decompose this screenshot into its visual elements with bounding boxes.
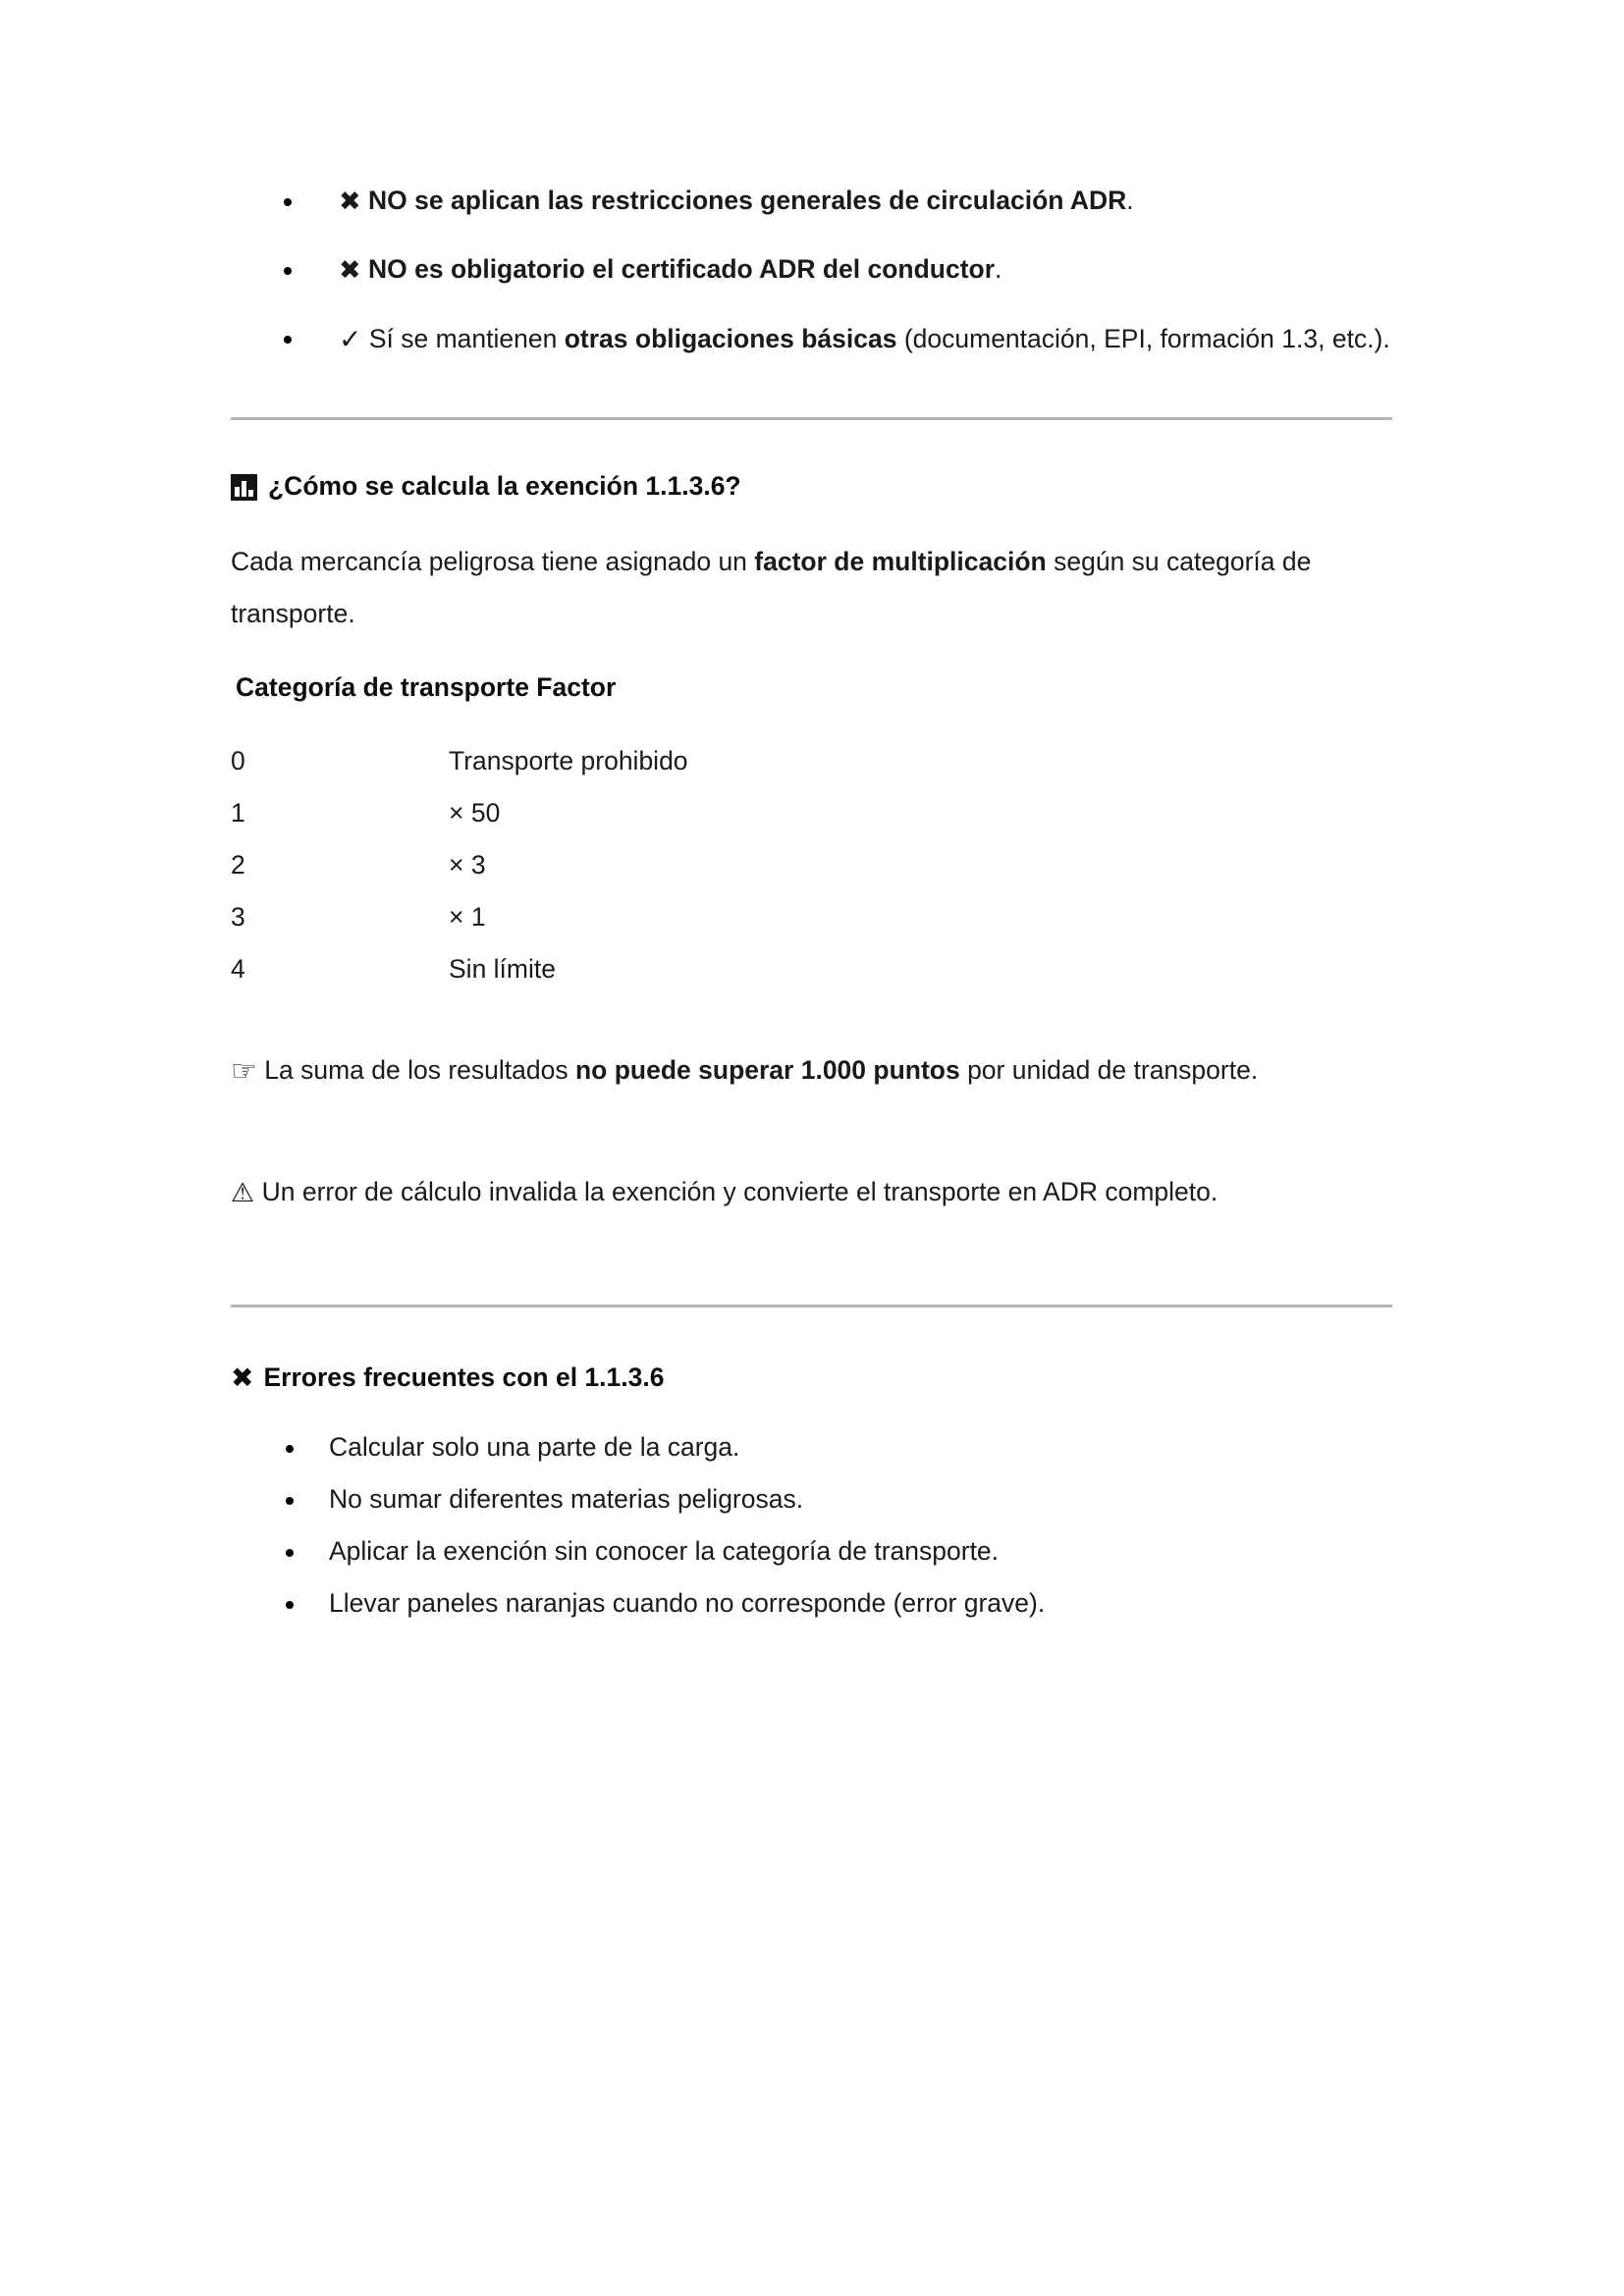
top-bullet-list (231, 175, 1394, 365)
list-item-tail-text: (documentación, EPI, formación 1.3, etc.). (896, 324, 1390, 353)
spacer (231, 1308, 1394, 1355)
cross-mark-icon: ✖ (339, 255, 361, 286)
table-row (231, 839, 1394, 891)
list-item-bold-text: otras obligaciones básicas (564, 324, 897, 353)
spacer (231, 295, 1394, 312)
spacer (231, 227, 1394, 243)
list-item-tail-text: . (995, 254, 1002, 284)
spacer (231, 420, 1394, 463)
spacer (231, 995, 1394, 1017)
table-cell-categoria: 4 (231, 954, 245, 984)
note-suma (231, 1043, 1394, 1096)
note-suma-bold-text: no puede superar 1.000 puntos (575, 1054, 960, 1085)
section-heading-calculo (231, 463, 1394, 508)
list-item (231, 175, 1394, 227)
table-cell-factor: × 50 (449, 798, 501, 828)
table-cell-categoria: 1 (231, 798, 245, 828)
table-header-row: Categoría de transporte Factor (236, 672, 617, 702)
table-cell-factor: Sin límite (449, 954, 556, 984)
note-warning-text: Un error de cálculo invalida la exención y convierte el transporte en ADR completo. (261, 1176, 1218, 1206)
errores-bullet-list (231, 1421, 1394, 1629)
cross-mark-icon: ✖ (339, 187, 361, 217)
list-item (231, 312, 1394, 365)
spacer (231, 1400, 1394, 1421)
table-row (231, 891, 1394, 943)
list-item: Aplicar la exención sin conocer la categoría de transporte. (231, 1525, 1394, 1577)
spacer (231, 365, 1394, 417)
list-item: Llevar paneles naranjas cuando no corresponde (error grave). (231, 1577, 1394, 1629)
note-warning (231, 1166, 1394, 1218)
list-item (231, 243, 1394, 295)
warning-triangle-icon: ⚠ (231, 1177, 255, 1208)
check-mark-icon: ✓ (339, 323, 362, 355)
pointing-hand-icon: ☞ (231, 1053, 257, 1089)
table-row (231, 735, 1394, 787)
intro-tail-text: según su categoría de transporte. (231, 547, 1312, 628)
section-heading-text: Errores frecuentes con el 1.1.3.6 (263, 1362, 665, 1392)
note-suma-tail-text: por unidad de transporte. (959, 1054, 1259, 1085)
list-item-bold-text: NO es obligatorio el certificado ADR del conductor (368, 254, 996, 284)
spacer (231, 714, 1394, 735)
spacer (231, 1122, 1394, 1140)
intro-paragraph (231, 536, 1394, 640)
list-item-bold-text: NO se aplican las restricciones generales de circulación ADR (368, 186, 1127, 215)
list-item: No sumar diferentes materias peligrosas. (231, 1473, 1394, 1525)
table-row (231, 943, 1394, 995)
table-cell-categoria: 0 (231, 746, 245, 775)
spacer (231, 640, 1394, 662)
table-row (231, 787, 1394, 839)
factor-table (231, 662, 1394, 995)
table-cell-categoria: 2 (231, 850, 245, 880)
table-cell-factor: × 1 (449, 902, 486, 932)
intro-bold-text: factor de multiplicación (754, 547, 1047, 576)
table-cell-factor: Transporte prohibido (449, 746, 688, 775)
list-item: Calcular solo una parte de la carga. (231, 1421, 1394, 1473)
top-spacer (231, 0, 1394, 175)
spacer (231, 508, 1394, 536)
section-heading-errores (231, 1355, 1394, 1400)
note-suma-lead-text: La suma de los resultados (264, 1054, 575, 1085)
section-heading-text: ¿Cómo se calcula la exención 1.1.3.6? (268, 471, 741, 501)
table-cell-categoria: 3 (231, 902, 245, 932)
cross-mark-icon: ✖ (231, 1362, 254, 1394)
list-item-lead-text: Sí se mantienen (368, 324, 565, 353)
list-item-tail-text: . (1126, 186, 1134, 215)
table-cell-factor: × 3 (449, 850, 486, 880)
spacer (231, 1244, 1394, 1305)
intro-lead-text: Cada mercancía peligrosa tiene asignado un (231, 547, 755, 576)
bar-chart-icon (231, 474, 257, 501)
document-content (231, 0, 1394, 1629)
